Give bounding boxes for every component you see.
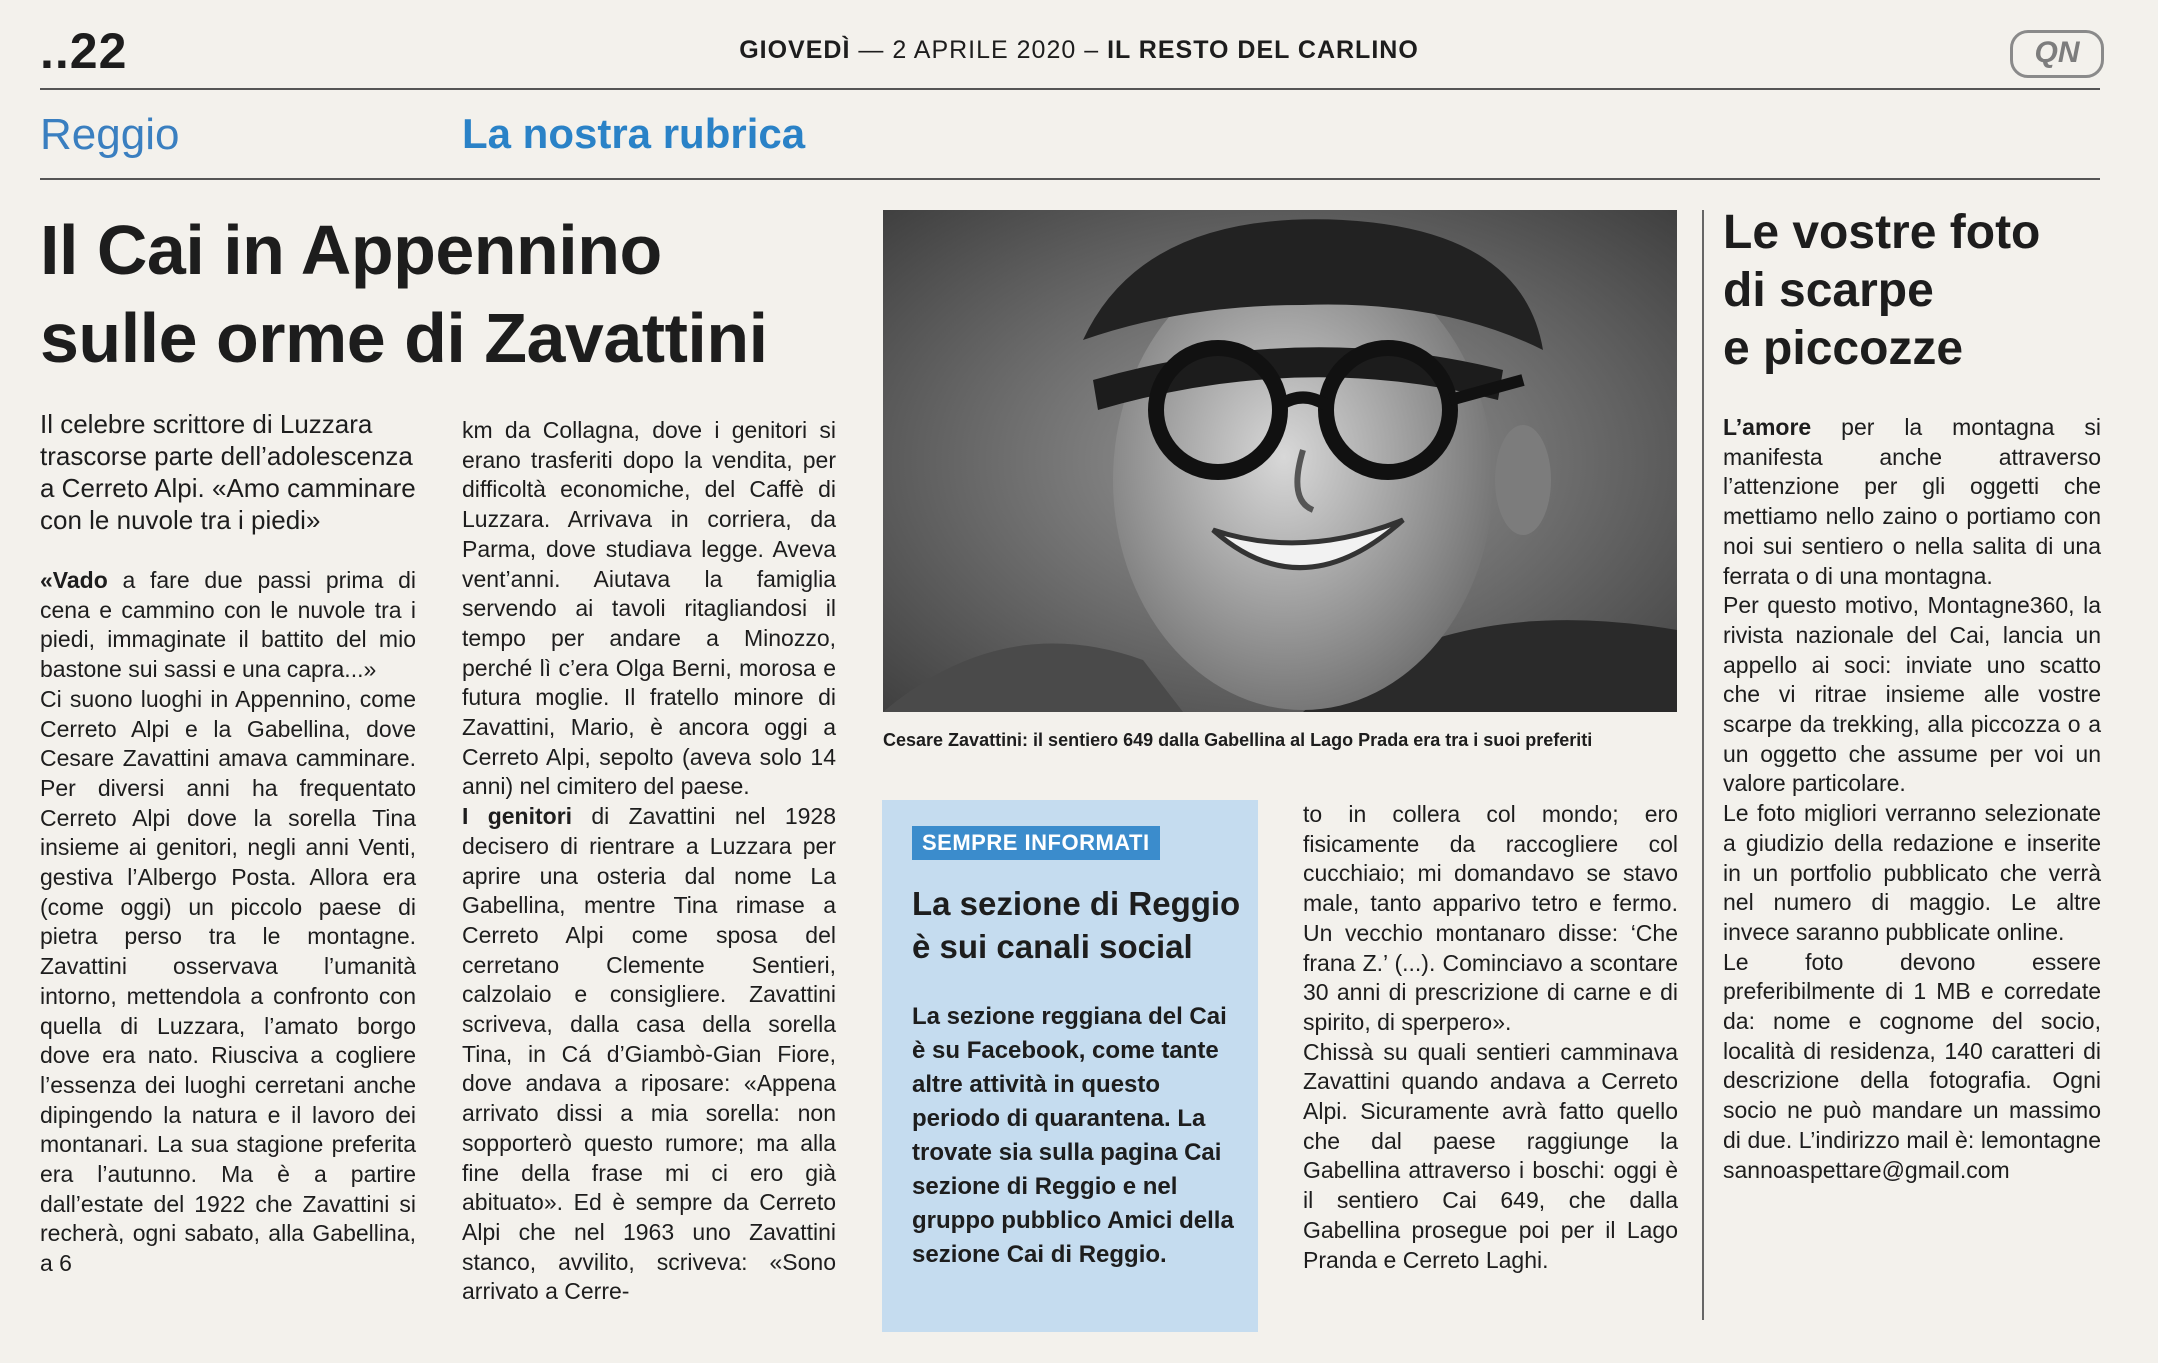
section-name: Reggio bbox=[40, 110, 180, 159]
masthead-date: 2 APRILE 2020 bbox=[892, 36, 1077, 64]
headline-line-2: sulle orme di Zavattini bbox=[40, 299, 768, 377]
side-title-line-2: di scarpe bbox=[1723, 264, 1934, 317]
subhead: Il celebre scrittore di Luzzara trascorse parte dell’adolescenza a Cerreto Alpi. «Amo camminare con le nuvole tra i piedi» bbox=[40, 409, 416, 535]
box-title bbox=[912, 882, 1242, 968]
paragraph-text: Le foto devono essere preferibilmente di 1 MB e corredate da: nome e cognome del socio, località di residenza, 140 caratteri di descrizione della fotografia. Ogni socio ne può mandare un massimo di due. L’indirizzo mail è: bbox=[1723, 948, 2101, 1153]
masthead: GIOVEDÌ — 2 APRILE 2020 – IL RESTO DEL CARLINO bbox=[739, 36, 1419, 64]
box-body-lead: La sezione bbox=[912, 1003, 1035, 1030]
paragraph: Chissà su quali sentieri camminava Zavattini quando andava a Cerreto Alpi. Sicuramente avrà fatto quello che dal paese raggiunge la Gabellina attraverso i boschi: oggi è il sentiero Cai 649, che dalla Gabellina prosegue poi per il Lago Pranda e Cerreto Laghi. bbox=[1303, 1038, 1678, 1273]
email-address[interactable]: lemontagnesannoaspettare@gmail.com bbox=[1723, 1126, 2102, 1183]
paragraph bbox=[1723, 413, 2101, 591]
masthead-day: GIOVEDÌ bbox=[739, 36, 851, 64]
paragraph: Le foto migliori verranno selezionate a giudizio della redazione e inserite in un portfolio pubblicato che verrà nel numero di maggio. Le altre invece saranno pubblicate online. bbox=[1723, 800, 2101, 945]
side-article-title bbox=[1723, 204, 2113, 378]
side-article-column bbox=[1723, 413, 2101, 1185]
zavattini-portrait-photo bbox=[883, 210, 1677, 712]
side-title-line-1: Le vostre foto bbox=[1723, 206, 2041, 259]
paragraph-text: di Zavattini nel 1928 decisero di rientrare a Luzzara per aprire una osteria dal nome La Gabellina, mentre Tina rimase a Cerreto Alpi come sposa del cerretano Clemente Sentieri, calzolaio e consigliere. Zavattini scriveva, dalla casa della sorella Tina, in Cá d’Giambò-Gian Fiore, dove andava a riposare: «Appena arrivato dissi a mia sorella: non sopporterò questo rumore; ma alla fine della frase mi ci ero già abituato». Ed è sempre da Cerreto Alpi che nel 1963 uno Zavattini stanco, avvilito, scriveva: «Sono arrivato a Cerre- bbox=[462, 803, 836, 1305]
paragraph-lead: «Vado bbox=[40, 567, 108, 593]
paragraph bbox=[40, 566, 416, 685]
headline bbox=[40, 206, 860, 382]
masthead-paper: IL RESTO DEL CARLINO bbox=[1107, 36, 1419, 64]
box-title-line-1: La sezione di Reggio bbox=[912, 885, 1241, 922]
photo-caption: Cesare Zavattini: il sentiero 649 dalla Gabellina al Lago Prada era tra i suoi preferiti bbox=[883, 730, 1593, 750]
paragraph bbox=[462, 802, 836, 1307]
paragraph-text: a fare due passi prima di cena e cammino con le nuvole tra i piedi, immaginate il battito del mio bastone sui sassi e una capra...» bbox=[40, 567, 416, 683]
qn-logo: QN bbox=[2010, 30, 2104, 78]
box-body-text: reggiana del Cai è su Facebook, come tante altre attività in questo periodo di quarantena. La trovate sia sulla pagina Cai sezione di Reggio e nel gruppo pubblico Amici della sezione Cai di Reggio. bbox=[912, 1003, 1234, 1268]
headline-line-1: Il Cai in Appennino bbox=[40, 211, 662, 289]
page-number: ..22 bbox=[40, 23, 128, 79]
box-tag: SEMPRE INFORMATI bbox=[912, 826, 1160, 860]
article-column-3 bbox=[1303, 800, 1678, 1275]
box-body bbox=[912, 1000, 1242, 1272]
article-column-2 bbox=[462, 416, 836, 1307]
section-rule bbox=[40, 178, 2100, 180]
paragraph: to in collera col mondo; ero fisicamente da raccogliere col cucchiaio; mi domandavo se stavo male, tanto apparivo tetro e fermo. Un vecchio montanaro disse: ‘Che frana Z.’ (...). Cominciavo a scontare 30 anni di prescrizione di carne e di spirito, di sperpero». bbox=[1303, 801, 1678, 1035]
paragraph: Ci suono luoghi in Appennino, come Cerreto Alpi e la Gabellina, dove Cesare Zavattini amava camminare. Per diversi anni ha frequentato Cerreto Alpi dove la sorella Tina insieme ai genitori, negli anni Venti, gestiva l’Albergo Posta. Allora era (come oggi) un piccolo paese di pietra perso tra le montagne. Zavattini osservava l’umanità intorno, mettendola a confronto con quella di Luzzara, l’amato borgo dove era nato. Riusciva a cogliere l’essenza dei luoghi cerretani anche dipingendo la natura e il lavoro dei montanari. La sua stagione preferita era l’autunno. Ma è a partire dall’estate del 1922 che Zavattini si recherà, ogni sabato, alla Gabellina, a 6 bbox=[40, 685, 416, 1277]
rubric-title: La nostra rubrica bbox=[462, 110, 806, 157]
paragraph bbox=[1723, 948, 2101, 1186]
side-title-line-3: e piccozze bbox=[1723, 322, 1964, 375]
paragraph-lead: L’amore bbox=[1723, 414, 1812, 440]
paragraph: Per questo motivo, Montagne360, la rivista nazionale del Cai, lancia un appello ai soci: inviate uno scatto che vi ritrae insieme alle vostre scarpe da trekking, alla piccozza o a un oggetto che assume per voi un valore particolare. bbox=[1723, 592, 2101, 797]
paragraph-lead: I genitori bbox=[462, 803, 573, 830]
box-title-line-2: è sui canali social bbox=[912, 928, 1193, 965]
column-divider bbox=[1702, 210, 1704, 1320]
article-column-1 bbox=[40, 566, 416, 1279]
paragraph: km da Collagna, dove i genitori si erano trasferiti dopo la vendita, per difficoltà economiche, del Caffè di Luzzara. Arrivava in corriera, da Parma, dove studiava legge. Aveva vent’anni. Aiutava la famiglia servendo ai tavoli ritagliandosi il tempo per andare a Minozzo, perché lì c’era Olga Berni, morosa e futura moglie. Il fratello minore di Zavattini, Mario, è ancora oggi a Cerreto Alpi, sepolto (aveva solo 14 anni) nel cimitero del paese. bbox=[462, 417, 836, 800]
paragraph-text: per la montagna si manifesta anche attraverso l’attenzione per gli oggetti che mettiamo nello zaino o portiamo con noi sui sentiero o nella salita di una ferrata o di una montagna. bbox=[1723, 414, 2101, 589]
header-rule bbox=[40, 88, 2100, 90]
